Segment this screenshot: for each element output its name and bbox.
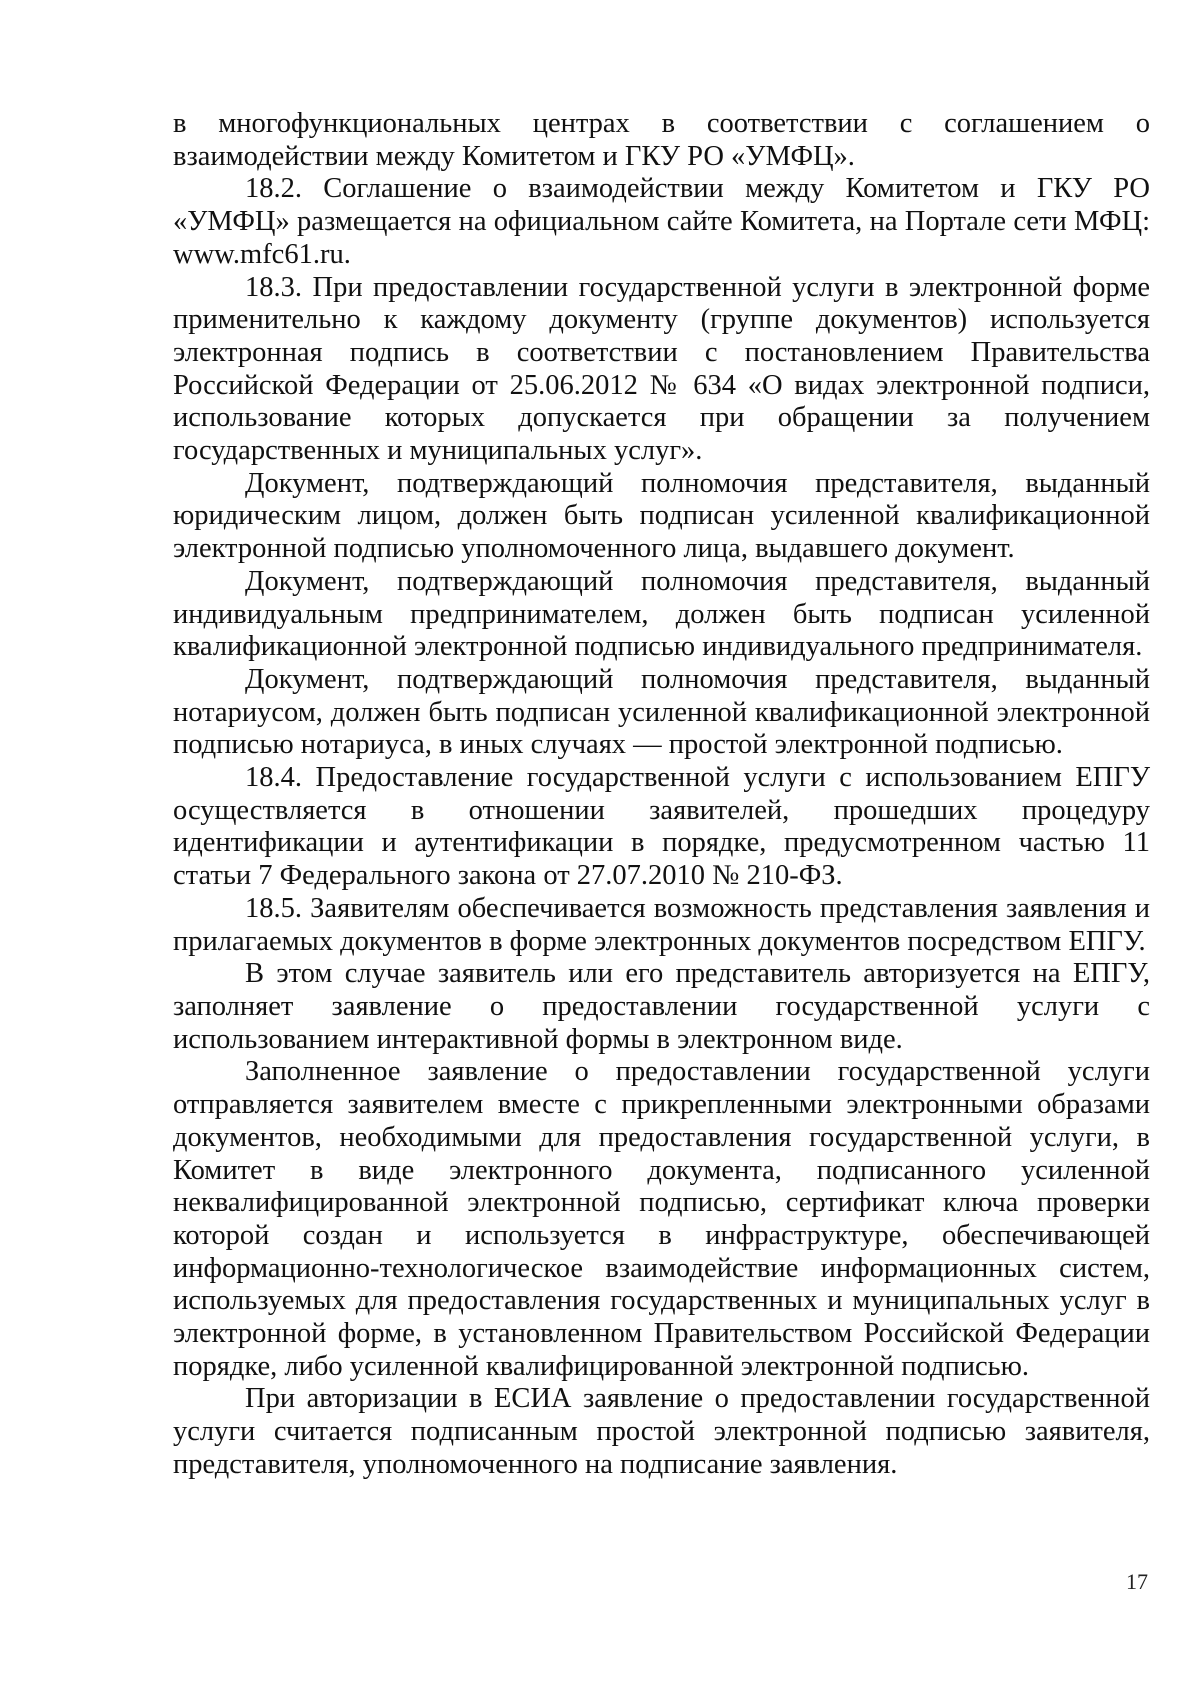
paragraph-continuation: в многофункциональных центрах в соответствии с соглашением о взаимодействии между Комитетом и ГКУ РО «УМФЦ».: [173, 108, 1150, 172]
paragraph-18-3: 18.3. При предоставлении государственной услуги в электронной форме применительно к каждому документу (группе документов) используется электронная подпись в соответствии с постановлением Правительства Российской Федерации от 25.06.2012 № 634 «О видах электронной подписи, использование которых допускается при обращении за получением государственных и муниципальных услуг».: [173, 271, 1150, 467]
paragraph-18-5: 18.5. Заявителям обеспечивается возможность представления заявления и прилагаемых документов в форме электронных документов посредством ЕПГУ.: [173, 892, 1150, 957]
page-number: 17: [1126, 1569, 1148, 1594]
paragraph-legal-entity-document: Документ, подтверждающий полномочия представителя, выданный юридическим лицом, должен быть подписан усиленной квалификационной электронной подписью уполномоченного лица, выдавшего документ.: [173, 467, 1150, 565]
paragraph-entrepreneur-document: Документ, подтверждающий полномочия представителя, выданный индивидуальным предпринимателем, должен быть подписан усиленной квалификационной электронной подписью индивидуального предпринимателя.: [173, 565, 1150, 663]
paragraph-esia-authorization: При авторизации в ЕСИА заявление о предоставлении государственной услуги считается подписанным простой электронной подписью заявителя, представителя, уполномоченного на подписание заявления.: [173, 1383, 1150, 1480]
paragraph-epgu-authorization: В этом случае заявитель или его представитель авторизуется на ЕПГУ, заполняет заявление о предоставлении государственной услуги с использованием интерактивной формы в электронном виде.: [173, 958, 1150, 1055]
paragraph-notary-document: Документ, подтверждающий полномочия представителя, выданный нотариусом, должен быть подписан усиленной квалификационной электронной подписью нотариуса, в иных случаях — простой электронной подписью.: [173, 663, 1150, 761]
document-body: [173, 108, 1150, 1482]
paragraph-completed-application: Заполненное заявление о предоставлении государственной услуги отправляется заявителем вместе с прикрепленными электронными образами документов, необходимыми для предоставления государственной услуги, в Комитет в виде электронного документа, подписанного усиленной неквалифицированной электронной подписью, сертификат ключа проверки которой создан и используется в инфраструктуре, обеспечивающей информационно-технологическое взаимодействие информационных систем, используемых для предоставления государственных и муниципальных услуг в электронной форме, в установленном Правительством Российской Федерации порядке, либо усиленной квалифицированной электронной подписью.: [173, 1056, 1150, 1382]
paragraph-18-4: 18.4. Предоставление государственной услуги с использованием ЕПГУ осуществляется в отношении заявителей, прошедших процедуру идентификации и аутентификации в порядке, предусмотренном частью 11 статьи 7 Федерального закона от 27.07.2010 № 210-ФЗ.: [173, 762, 1150, 892]
paragraph-18-2: 18.2. Соглашение о взаимодействии между Комитетом и ГКУ РО «УМФЦ» размещается на официальном сайте Комитета, на Портале сети МФЦ: www.mfc61.ru.: [173, 173, 1150, 270]
